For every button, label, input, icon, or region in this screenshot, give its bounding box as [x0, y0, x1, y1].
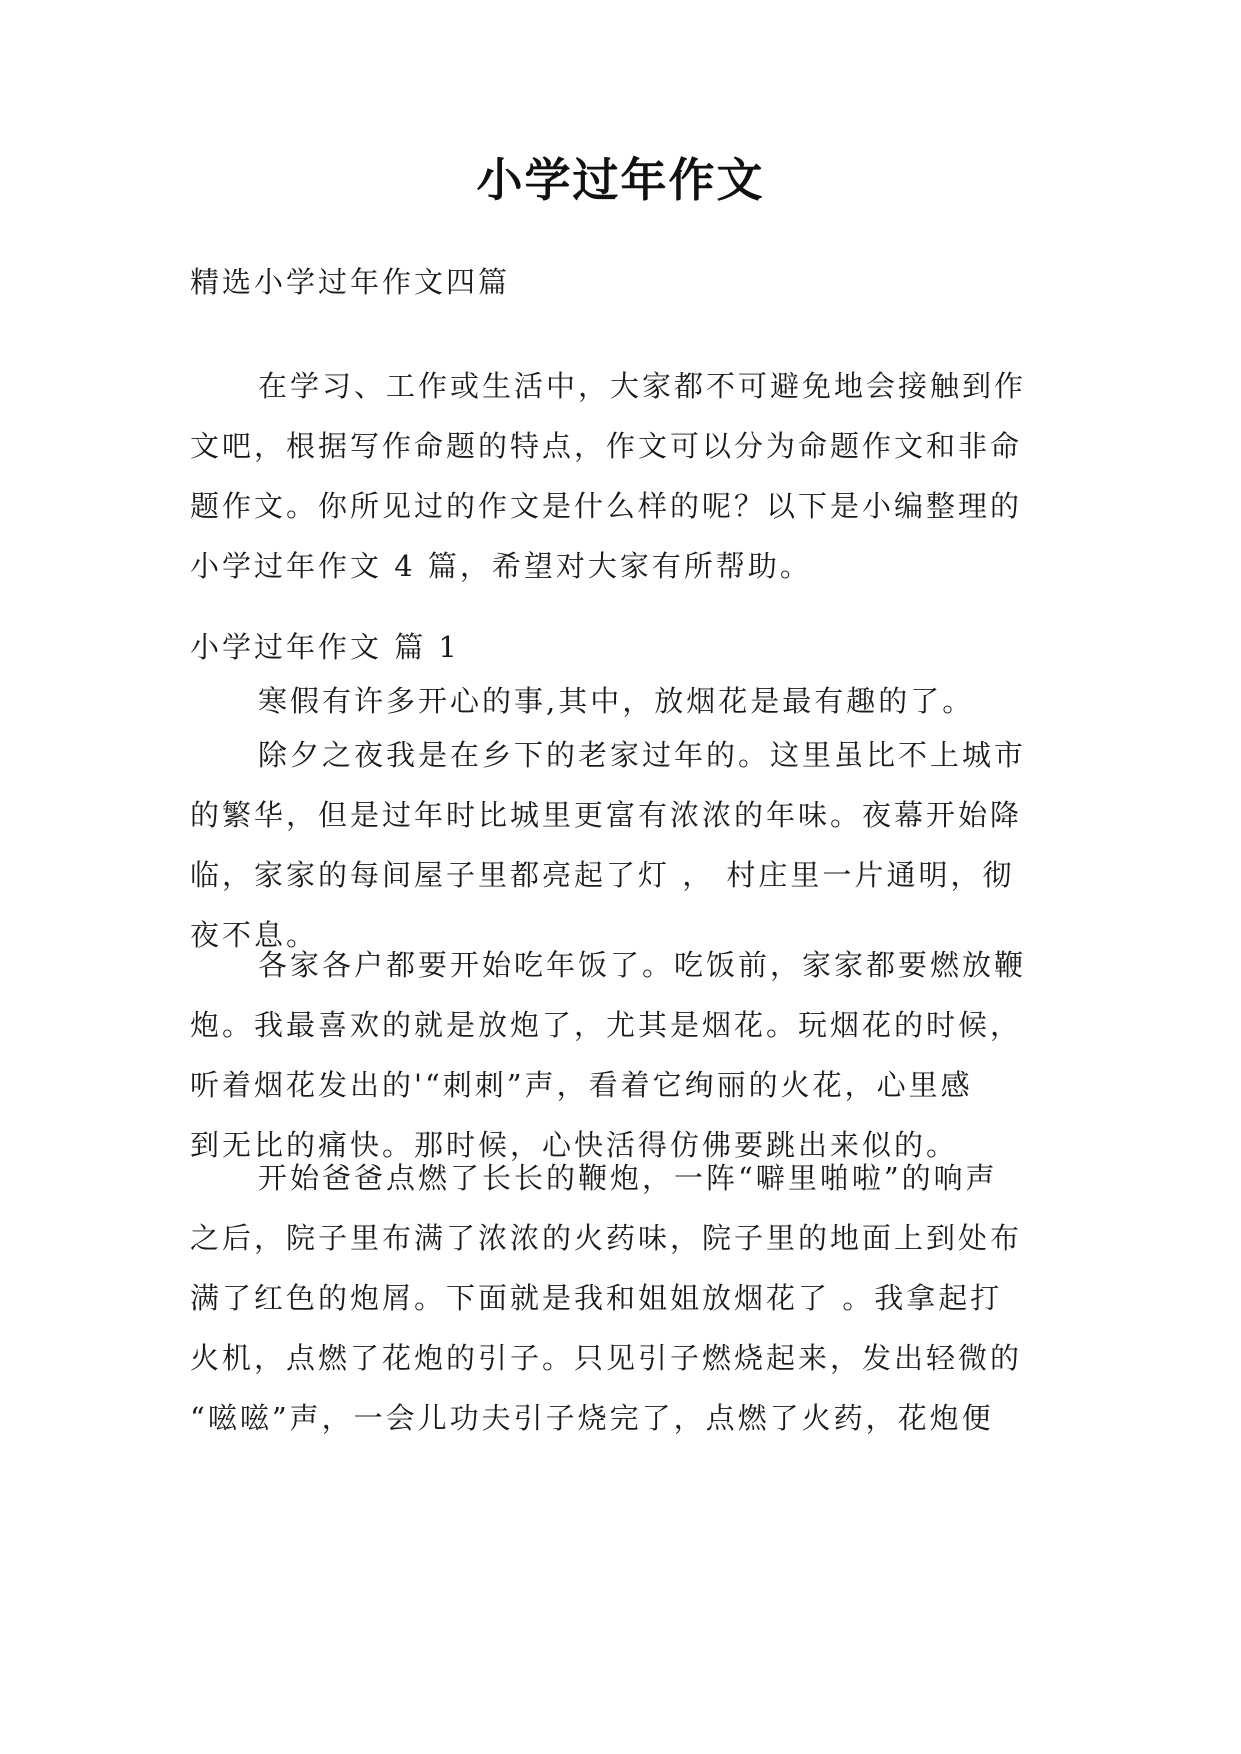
paragraph-line: 除夕之夜我是在乡下的老家过年的。这里虽比不上城市	[258, 738, 1027, 772]
paragraph-line: 到无比的痛快。那时候，心快活得仿佛要跳出来似的。	[190, 1128, 959, 1162]
document-subtitle	[190, 252, 1060, 312]
paragraph-2	[190, 725, 1060, 965]
document-title: 小学过年作文	[476, 153, 765, 207]
paragraph-line: 临，家家的每间屋子里都亮起了灯 ， 村庄里一片通明，彻	[190, 858, 1015, 892]
paragraph-line: 炮。我最喜欢的就是放炮了，尤其是烟花。玩烟花的时候，	[190, 1008, 1023, 1042]
paragraph-line: 开始爸爸点燃了长长的鞭炮，一阵“噼里啪啦”的响声	[258, 1161, 998, 1195]
intro-line: 小学过年作文 4 篇，希望对大家有所帮助。	[190, 549, 812, 583]
section-heading	[190, 617, 1060, 677]
paragraph-line: 夜不息。	[190, 918, 319, 952]
paragraph-1	[190, 671, 1060, 731]
paragraph-line: 寒假有许多开心的事,其中，放烟花是最有趣的了。	[258, 684, 975, 718]
section-heading-text: 小学过年作文 篇 1	[190, 630, 460, 664]
paragraph-line: 之后，院子里布满了浓浓的火药味，院子里的地面上到处布	[190, 1221, 1023, 1255]
intro-line: 文吧，根据写作命题的特点，作文可以分为命题作文和非命	[190, 429, 1023, 463]
paragraph-line: 满了红色的炮屑。下面就是我和姐姐放烟花了 。我拿起打	[190, 1281, 1003, 1315]
paragraph-line: “嗞嗞”声，一会儿功夫引子烧完了，点燃了火药，花炮便	[190, 1401, 994, 1435]
paragraph-4	[190, 1148, 1060, 1448]
paragraph-line: 火机，点燃了花炮的引子。只见引子燃烧起来，发出轻微的	[190, 1341, 1023, 1375]
intro-line: 在学习、工作或生活中，大家都不可避免地会接触到作	[258, 369, 1027, 403]
intro-line: 题作文。你所见过的作文是什么样的呢？以下是小编整理的	[190, 489, 1023, 523]
paragraph-line: 的繁华，但是过年时比城里更富有浓浓的年味。夜幕开始降	[190, 798, 1023, 832]
paragraph-line: 听着烟花发出的'“刺刺”声，看着它绚丽的火花，心里感	[190, 1068, 973, 1102]
paragraph-3	[190, 935, 1060, 1175]
intro-paragraph	[190, 356, 1060, 596]
paragraph-line: 各家各户都要开始吃年饭了。吃饭前，家家都要燃放鞭	[258, 948, 1027, 982]
subtitle-text: 精选小学过年作文四篇	[190, 265, 511, 299]
